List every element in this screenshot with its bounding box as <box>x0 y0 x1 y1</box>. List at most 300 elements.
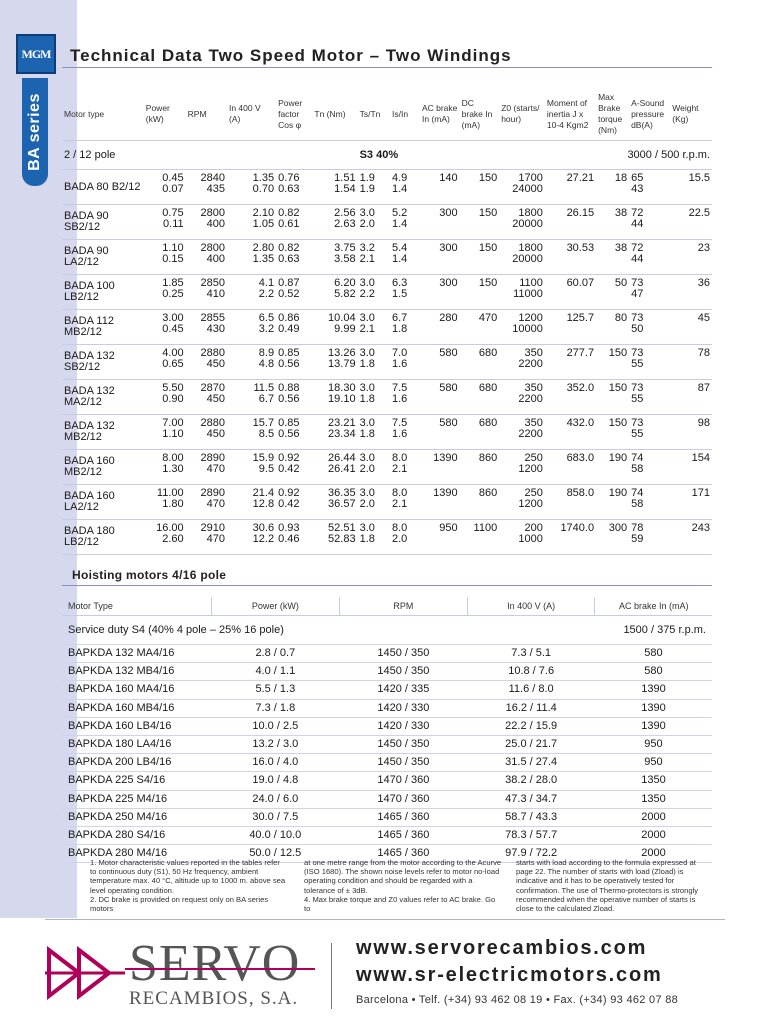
brake-value: 300 <box>608 522 628 534</box>
ts-value: 1.9 <box>359 183 375 195</box>
weight-cell <box>670 275 712 310</box>
type-cell: BAPKDA 225 M4/16 <box>62 790 211 808</box>
in-cell <box>227 415 276 450</box>
tn-cell <box>312 485 357 520</box>
cos-value: 0.61 <box>278 218 300 230</box>
cos-value: 0.63 <box>278 253 300 265</box>
is-value: 5.4 <box>392 242 408 254</box>
dc-cell <box>460 485 500 520</box>
rpm-value: 2840 <box>200 172 225 184</box>
table-row <box>62 520 712 555</box>
ac-value: 1390 <box>433 452 458 464</box>
z0-value: 1200 <box>518 463 543 475</box>
j-value: 27.21 <box>566 172 595 184</box>
cos-cell <box>276 310 312 345</box>
power-value: 0.45 <box>162 323 184 335</box>
table-row <box>62 735 712 753</box>
dc-value: 150 <box>478 242 498 254</box>
rpm-value: 470 <box>206 498 225 510</box>
power-value: 0.65 <box>162 358 184 370</box>
z0-cell <box>499 240 545 275</box>
power-cell: 10.0 / 2.5 <box>211 717 339 735</box>
power-value: 1.85 <box>162 277 184 289</box>
weight-cell <box>670 415 712 450</box>
db-value: 47 <box>631 288 644 300</box>
ac-cell: 950 <box>595 754 712 772</box>
tn-value: 52.83 <box>328 533 356 545</box>
j-cell <box>545 520 596 555</box>
tn-cell <box>312 205 357 240</box>
is-value: 7.5 <box>392 417 408 429</box>
db-value: 73 <box>631 417 644 429</box>
in-cell: 31.5 / 27.4 <box>467 754 595 772</box>
ts-cell <box>358 380 390 415</box>
power-cell: 4.0 / 1.1 <box>211 663 339 681</box>
is-cell <box>390 520 420 555</box>
is-value: 6.7 <box>392 312 408 324</box>
z0-value: 1800 <box>518 207 543 219</box>
power-value: 0.07 <box>162 183 184 195</box>
ts-value: 1.9 <box>359 172 375 184</box>
rpm-value: 470 <box>206 463 225 475</box>
weight-value: 154 <box>691 452 710 464</box>
cos-value: 0.49 <box>278 323 300 335</box>
in-value: 12.8 <box>252 498 275 510</box>
rpm-value: 2800 <box>200 242 225 254</box>
in-cell <box>227 275 276 310</box>
table-row <box>62 790 712 808</box>
power-cell: 7.3 / 1.8 <box>211 699 339 717</box>
tn-value: 6.20 <box>334 277 356 289</box>
z0-cell <box>499 415 545 450</box>
brake-cell <box>596 345 629 380</box>
ts-value: 3.0 <box>359 382 375 394</box>
z0-value: 350 <box>524 382 543 394</box>
type-cell: BAPKDA 225 S4/16 <box>62 772 211 790</box>
tn-value: 36.57 <box>328 498 356 510</box>
in-cell <box>227 205 276 240</box>
in-value: 2.80 <box>252 242 275 254</box>
tn-cell <box>312 380 357 415</box>
ac-value: 300 <box>439 207 458 219</box>
ts-value: 3.0 <box>359 347 375 359</box>
is-value: 2.0 <box>392 533 408 545</box>
ts-value: 3.2 <box>359 242 375 254</box>
table-row <box>62 826 712 844</box>
is-value: 4.9 <box>392 172 408 184</box>
ac-cell: 950 <box>595 735 712 753</box>
cos-cell <box>276 380 312 415</box>
db-value: 59 <box>631 533 644 545</box>
in-value: 21.4 <box>252 487 275 499</box>
is-value: 1.4 <box>392 183 408 195</box>
db-cell <box>629 170 670 205</box>
brake-cell <box>596 170 629 205</box>
rpm-value: 2890 <box>200 487 225 499</box>
footnote-column-1: 1. Motor characteristic values reported in the tables refer to continuous duty (S1), 50 Hz frequency, ambient temperature max. 40 °C, altitude up to 1000 m. above sea level operating condition. 2. DC brake is provided on request only on BA series motors <box>90 858 286 914</box>
rpm-cell <box>186 310 227 345</box>
brake-cell <box>596 240 629 275</box>
tn-value: 19.10 <box>328 393 356 405</box>
j-cell <box>545 380 596 415</box>
rpm-value: 430 <box>206 323 225 335</box>
table-header-row <box>62 597 712 616</box>
rpm-cell: 1465 / 360 <box>339 845 467 863</box>
z0-value: 1000 <box>518 533 543 545</box>
tn-cell <box>312 415 357 450</box>
rpm-cell: 1470 / 360 <box>339 772 467 790</box>
cos-value: 0.63 <box>278 183 300 195</box>
weight-value: 243 <box>691 522 710 534</box>
table-row <box>62 310 712 345</box>
weight-value: 45 <box>697 312 710 324</box>
tn-value: 23.34 <box>328 428 356 440</box>
z0-cell <box>499 170 545 205</box>
column-header: Is/In <box>390 88 420 141</box>
contact-info: Barcelona • Telf. (+34) 93 462 08 19 • Fax. (+34) 93 462 07 88 <box>356 994 679 1006</box>
brake-value: 38 <box>614 207 628 219</box>
dc-cell <box>460 520 500 555</box>
rpm-value: 410 <box>206 288 225 300</box>
ac-cell <box>420 205 460 240</box>
motor-type: BADA 90 LA2/12 <box>62 240 144 275</box>
z0-cell <box>499 205 545 240</box>
ac-cell <box>420 485 460 520</box>
ts-cell <box>358 275 390 310</box>
rpm-label: 1500 / 375 r.p.m. <box>467 616 712 645</box>
tn-cell <box>312 520 357 555</box>
ac-cell <box>420 415 460 450</box>
is-value: 1.6 <box>392 358 408 370</box>
rpm-cell <box>186 380 227 415</box>
brake-value: 18 <box>614 172 628 184</box>
db-value: 73 <box>631 347 644 359</box>
ac-value: 950 <box>439 522 458 534</box>
j-value: 277.7 <box>566 347 595 359</box>
column-header: RPM <box>339 597 467 616</box>
weight-value: 87 <box>697 382 710 394</box>
brake-value: 150 <box>608 382 628 394</box>
is-value: 6.3 <box>392 277 408 289</box>
cos-value: 0.85 <box>278 417 300 429</box>
tn-value: 1.51 <box>334 172 356 184</box>
ac-value: 300 <box>439 277 458 289</box>
dc-value: 860 <box>478 487 498 499</box>
tn-value: 1.54 <box>334 183 356 195</box>
power-cell <box>144 170 186 205</box>
ts-value: 3.0 <box>359 417 375 429</box>
is-value: 1.4 <box>392 253 408 265</box>
tn-value: 36.35 <box>328 487 356 499</box>
duty-row <box>62 616 712 645</box>
rpm-cell: 1450 / 350 <box>339 645 467 663</box>
cos-value: 0.56 <box>278 393 300 405</box>
brake-cell <box>596 310 629 345</box>
weight-cell <box>670 450 712 485</box>
column-header: Moment of inertia J x 10-4 Kgm2 <box>545 88 596 141</box>
power-value: 4.00 <box>162 347 184 359</box>
power-cell <box>144 345 186 380</box>
dc-cell <box>460 345 500 380</box>
is-value: 8.0 <box>392 452 408 464</box>
type-cell: BAPKDA 200 LB4/16 <box>62 754 211 772</box>
dc-cell <box>460 310 500 345</box>
tn-cell <box>312 170 357 205</box>
website-link-1[interactable]: www.servorecambios.com <box>356 937 648 959</box>
is-value: 5.2 <box>392 207 408 219</box>
website-link-2[interactable]: www.sr-electricmotors.com <box>356 964 663 986</box>
motor-type: BADA 90 SB2/12 <box>62 205 144 240</box>
ac-value: 280 <box>439 312 458 324</box>
db-cell <box>629 520 670 555</box>
motor-type: BADA 132 SB2/12 <box>62 345 144 380</box>
tn-cell <box>312 450 357 485</box>
tn-value: 2.63 <box>334 218 356 230</box>
cos-value: 0.42 <box>278 463 300 475</box>
ac-value: 580 <box>439 382 458 394</box>
j-value: 125.7 <box>566 312 595 324</box>
j-value: 1740.0 <box>560 522 595 534</box>
weight-value: 36 <box>697 277 710 289</box>
ac-cell: 580 <box>595 645 712 663</box>
footnotes <box>88 858 718 914</box>
z0-cell <box>499 520 545 555</box>
z0-cell <box>499 275 545 310</box>
weight-value: 78 <box>697 347 710 359</box>
in-value: 3.2 <box>258 323 275 335</box>
rpm-value: 450 <box>206 393 225 405</box>
weight-cell <box>670 205 712 240</box>
in-cell <box>227 345 276 380</box>
rpm-value: 2910 <box>200 522 225 534</box>
in-value: 0.70 <box>252 183 275 195</box>
tn-value: 26.41 <box>328 463 356 475</box>
ac-cell <box>420 310 460 345</box>
is-cell <box>390 240 420 275</box>
ac-value: 580 <box>439 347 458 359</box>
column-header: Motor type <box>62 88 144 141</box>
dc-value: 150 <box>478 172 498 184</box>
j-cell <box>545 170 596 205</box>
db-value: 58 <box>631 463 644 475</box>
z0-value: 1700 <box>518 172 543 184</box>
pole-label: 2 / 12 pole <box>62 141 358 170</box>
type-cell: BAPKDA 160 MB4/16 <box>62 699 211 717</box>
ac-cell <box>420 450 460 485</box>
cos-value: 0.92 <box>278 452 300 464</box>
tn-value: 9.99 <box>334 323 356 335</box>
in-value: 6.5 <box>258 312 275 324</box>
ts-value: 3.0 <box>359 452 375 464</box>
column-header: Max Brake torque (Nm) <box>596 88 629 141</box>
column-header: AC brake In (mA) <box>420 88 460 141</box>
in-cell <box>227 450 276 485</box>
j-value: 858.0 <box>566 487 595 499</box>
in-value: 2.10 <box>252 207 275 219</box>
hoisting-table <box>62 597 712 863</box>
weight-cell <box>670 170 712 205</box>
rpm-value: 450 <box>206 428 225 440</box>
ac-cell: 1350 <box>595 772 712 790</box>
rpm-value: 2800 <box>200 207 225 219</box>
ts-cell <box>358 170 390 205</box>
is-cell <box>390 450 420 485</box>
db-value: 44 <box>631 218 644 230</box>
dc-value: 680 <box>478 347 498 359</box>
brake-cell <box>596 520 629 555</box>
table-row <box>62 485 712 520</box>
tn-cell <box>312 240 357 275</box>
tn-cell <box>312 345 357 380</box>
table-row <box>62 717 712 735</box>
table-row <box>62 772 712 790</box>
in-cell: 7.3 / 5.1 <box>467 645 595 663</box>
power-cell: 40.0 / 10.0 <box>211 826 339 844</box>
ac-cell: 1350 <box>595 790 712 808</box>
j-cell <box>545 450 596 485</box>
rpm-cell: 1450 / 350 <box>339 735 467 753</box>
is-value: 1.6 <box>392 393 408 405</box>
is-cell <box>390 275 420 310</box>
ac-value: 1390 <box>433 487 458 499</box>
cos-cell <box>276 415 312 450</box>
db-value: 72 <box>631 207 644 219</box>
dc-cell <box>460 450 500 485</box>
in-cell: 16.2 / 11.4 <box>467 699 595 717</box>
ac-cell <box>420 240 460 275</box>
column-header: In 400 V (A) <box>467 597 595 616</box>
cos-value: 0.88 <box>278 382 300 394</box>
in-value: 1.35 <box>252 253 275 265</box>
in-value: 15.7 <box>252 417 275 429</box>
servo-brand-logo <box>45 935 315 1010</box>
j-cell <box>545 240 596 275</box>
in-cell: 47.3 / 34.7 <box>467 790 595 808</box>
db-cell <box>629 240 670 275</box>
rpm-cell: 1465 / 360 <box>339 826 467 844</box>
rpm-cell <box>186 205 227 240</box>
in-value: 1.05 <box>252 218 275 230</box>
table-row <box>62 380 712 415</box>
power-value: 0.25 <box>162 288 184 300</box>
z0-value: 10000 <box>512 323 543 335</box>
tn-value: 52.51 <box>328 522 356 534</box>
in-cell <box>227 380 276 415</box>
column-header: RPM <box>186 88 227 141</box>
duty-label: Service duty S4 (40% 4 pole – 25% 16 pole) <box>62 616 467 645</box>
is-cell <box>390 485 420 520</box>
z0-value: 1100 <box>519 277 543 289</box>
in-cell <box>227 170 276 205</box>
is-cell <box>390 345 420 380</box>
dc-cell <box>460 205 500 240</box>
in-cell: 78.3 / 57.7 <box>467 826 595 844</box>
ac-cell <box>420 170 460 205</box>
in-cell: 10.8 / 7.6 <box>467 663 595 681</box>
ts-value: 1.8 <box>359 393 375 405</box>
table-row <box>62 808 712 826</box>
column-header: AC brake In (mA) <box>595 597 712 616</box>
z0-cell <box>499 485 545 520</box>
power-value: 16.00 <box>156 522 184 534</box>
rpm-cell: 1450 / 350 <box>339 754 467 772</box>
j-cell <box>545 345 596 380</box>
z0-value: 350 <box>524 347 543 359</box>
cos-value: 0.86 <box>278 312 300 324</box>
motor-type: BADA 180 LB2/12 <box>62 520 144 555</box>
z0-value: 1200 <box>518 498 543 510</box>
column-header: Power (kW) <box>211 597 339 616</box>
dc-value: 150 <box>478 207 498 219</box>
rpm-label: 3000 / 500 r.p.m. <box>460 141 712 170</box>
z0-value: 250 <box>524 452 543 464</box>
power-value: 0.75 <box>162 207 184 219</box>
j-value: 26.15 <box>566 207 595 219</box>
column-header: A-Sound pressure dB(A) <box>629 88 670 141</box>
two-speed-table <box>62 88 712 555</box>
is-value: 1.5 <box>392 288 408 300</box>
dc-cell <box>460 170 500 205</box>
hoisting-table-wrap <box>62 597 712 863</box>
brake-value: 80 <box>614 312 628 324</box>
rpm-cell: 1450 / 350 <box>339 663 467 681</box>
ts-cell <box>358 415 390 450</box>
table-row <box>62 345 712 380</box>
dc-cell <box>460 275 500 310</box>
in-value: 11.5 <box>253 382 275 394</box>
ts-value: 3.0 <box>359 487 375 499</box>
is-value: 1.6 <box>392 428 408 440</box>
ts-value: 3.0 <box>359 522 375 534</box>
brake-value: 190 <box>608 452 628 464</box>
ts-value: 2.0 <box>359 498 375 510</box>
rpm-cell <box>186 240 227 275</box>
column-header: Motor Type <box>62 597 211 616</box>
z0-value: 2200 <box>518 358 543 370</box>
is-value: 1.8 <box>392 323 408 335</box>
in-value: 4.8 <box>258 358 275 370</box>
db-cell <box>629 275 670 310</box>
ac-cell <box>420 380 460 415</box>
power-cell: 5.5 / 1.3 <box>211 681 339 699</box>
ac-cell <box>420 345 460 380</box>
in-value: 15.9 <box>252 452 275 464</box>
power-cell <box>144 275 186 310</box>
dc-cell <box>460 415 500 450</box>
dc-value: 150 <box>478 277 498 289</box>
in-cell: 38.2 / 28.0 <box>467 772 595 790</box>
column-header: Power factor Cos φ <box>276 88 312 141</box>
ac-value: 580 <box>439 417 458 429</box>
j-value: 432.0 <box>566 417 595 429</box>
table-row <box>62 645 712 663</box>
ac-value: 300 <box>439 242 458 254</box>
dc-cell <box>460 240 500 275</box>
page-title: Technical Data Two Speed Motor – Two Windings <box>70 46 512 65</box>
power-cell: 30.0 / 7.5 <box>211 808 339 826</box>
motor-type: BADA 160 LA2/12 <box>62 485 144 520</box>
motor-type: BADA 160 MB2/12 <box>62 450 144 485</box>
cos-value: 0.56 <box>278 358 300 370</box>
ac-cell: 1390 <box>595 681 712 699</box>
power-value: 8.00 <box>162 452 184 464</box>
ts-cell <box>358 345 390 380</box>
dc-value: 470 <box>478 312 498 324</box>
ts-cell <box>358 205 390 240</box>
in-value: 8.9 <box>258 347 275 359</box>
ts-value: 1.8 <box>359 428 375 440</box>
table-row <box>62 681 712 699</box>
